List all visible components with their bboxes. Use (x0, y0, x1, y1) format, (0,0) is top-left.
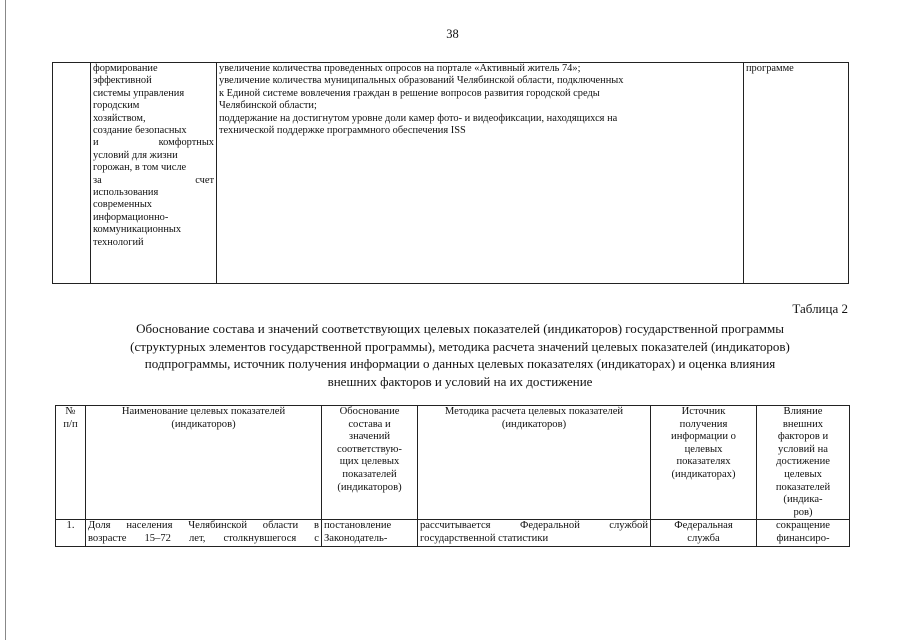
task-line: поддержание на достигнутом уровне доли камер фото- и видеофиксации, находящихся на (219, 112, 618, 124)
goal-line: информационно- (93, 211, 169, 223)
table-cell-goal (91, 63, 217, 284)
cell-line: Федеральная (674, 520, 733, 532)
table-label: Таблица 2 (792, 301, 848, 316)
task-line: Челябинской области; (219, 100, 317, 112)
table-row (53, 63, 849, 284)
header-line: п/п (63, 418, 78, 430)
header-line: (индикаторах) (671, 468, 736, 480)
row-method (418, 520, 651, 546)
header-source (651, 406, 757, 520)
indicators-table (55, 405, 850, 547)
table-cell-program: программе (744, 63, 849, 284)
header-line: показателей (775, 481, 831, 493)
task-line: увеличение количества муниципальных образований Челябинской области, подключенных (219, 75, 624, 87)
header-line: щих целевых (339, 456, 400, 468)
header-line: Влияние (783, 406, 823, 417)
table-cell-empty (53, 63, 91, 284)
header-line: Наименование целевых показателей (121, 406, 286, 417)
page-number: 38 (446, 27, 459, 41)
table-title (30, 320, 890, 390)
header-justification (322, 406, 418, 520)
row-name (86, 520, 322, 546)
cell-line: служба (687, 532, 720, 544)
cell-line: возрасте 15–72 лет, столкнувшегося с (88, 532, 319, 544)
page-left-edge (5, 0, 6, 640)
header-line: (индикаторов) (171, 418, 236, 430)
header-line: Источник (681, 406, 726, 417)
header-line: показателей (342, 468, 397, 480)
goal-line: хозяйством, (93, 112, 146, 124)
goal-line: создание безопасных (93, 125, 187, 137)
title-line: подпрограммы, источник получения информации о данных целевых показателях (индикаторах) и оценка влияния (144, 356, 776, 372)
header-line: значений (348, 431, 391, 443)
header-line: (индикаторов) (501, 418, 567, 430)
header-line: (индика- (783, 494, 823, 506)
title-line: (структурных элементов государственной программы), методика расчета значений целевых показателей (индикаторов) (130, 338, 790, 354)
table-continuation (52, 62, 849, 284)
header-line: соответствую- (337, 443, 402, 455)
header-line: Методика расчета целевых показателей (444, 406, 624, 417)
goal-line: коммуникационных (93, 224, 182, 236)
table-row (56, 520, 850, 546)
title-line: внешних факторов и условий на их достижение (327, 373, 593, 389)
goal-line: за счет (93, 174, 214, 186)
header-line: Обоснование (339, 406, 400, 417)
header-line: целевых (684, 443, 723, 455)
cell-line: сокращение (775, 520, 831, 532)
header-line: достижение (776, 456, 830, 468)
header-method (418, 406, 651, 520)
goal-line: формирование (93, 63, 158, 74)
header-line: условий на (778, 443, 828, 455)
table-header-row (56, 406, 850, 520)
goal-line: системы управления (93, 87, 185, 99)
goal-line: и комфортных (93, 137, 214, 149)
row-source (651, 520, 757, 546)
header-line: (индикаторов) (337, 481, 402, 493)
header-name (86, 406, 322, 520)
row-influence (757, 520, 850, 546)
cell-line: постановление (324, 520, 392, 532)
header-line: внешних (782, 418, 824, 430)
goal-line: городским (93, 100, 140, 112)
header-line: целевых (784, 468, 822, 480)
row-num: 1. (56, 520, 86, 546)
table-cell-tasks (217, 63, 744, 284)
header-influence (757, 406, 850, 520)
cell-line: Законодатель- (324, 532, 388, 544)
header-line: состава и (348, 418, 391, 430)
cell-line: государственной статистики (420, 532, 549, 544)
goal-line: технологий (93, 236, 144, 248)
header-line: ров) (793, 506, 813, 518)
header-line: факторов и (777, 431, 829, 443)
cell-line: рассчитывается Федеральной службой (420, 520, 648, 532)
goal-line: горожан, в том числе (93, 162, 187, 174)
header-line: № (65, 406, 76, 417)
cell-line: Доля населения Челябинской области в (88, 520, 319, 532)
header-line: получения (679, 418, 728, 430)
task-line: увеличение количества проведенных опросов на портале «Активный житель 74»; (219, 63, 581, 74)
header-line: показателях (676, 456, 731, 468)
header-line: информации о (671, 431, 736, 443)
header-num (56, 406, 86, 520)
task-line: к Единой системе вовлечения граждан в решение вопросов развития городской среды (219, 87, 600, 99)
goal-line: условий для жизни (93, 149, 178, 161)
goal-line: современных (93, 199, 153, 211)
goal-line: эффективной (93, 75, 152, 87)
title-line: Обоснование состава и значений соответствующих целевых показателей (индикаторов) государственной программы (136, 321, 784, 336)
row-justification (322, 520, 418, 546)
task-line: технической поддержке программного обеспечения ISS (219, 125, 466, 137)
cell-line: финансиро- (776, 532, 830, 544)
goal-line: использования (93, 187, 159, 199)
